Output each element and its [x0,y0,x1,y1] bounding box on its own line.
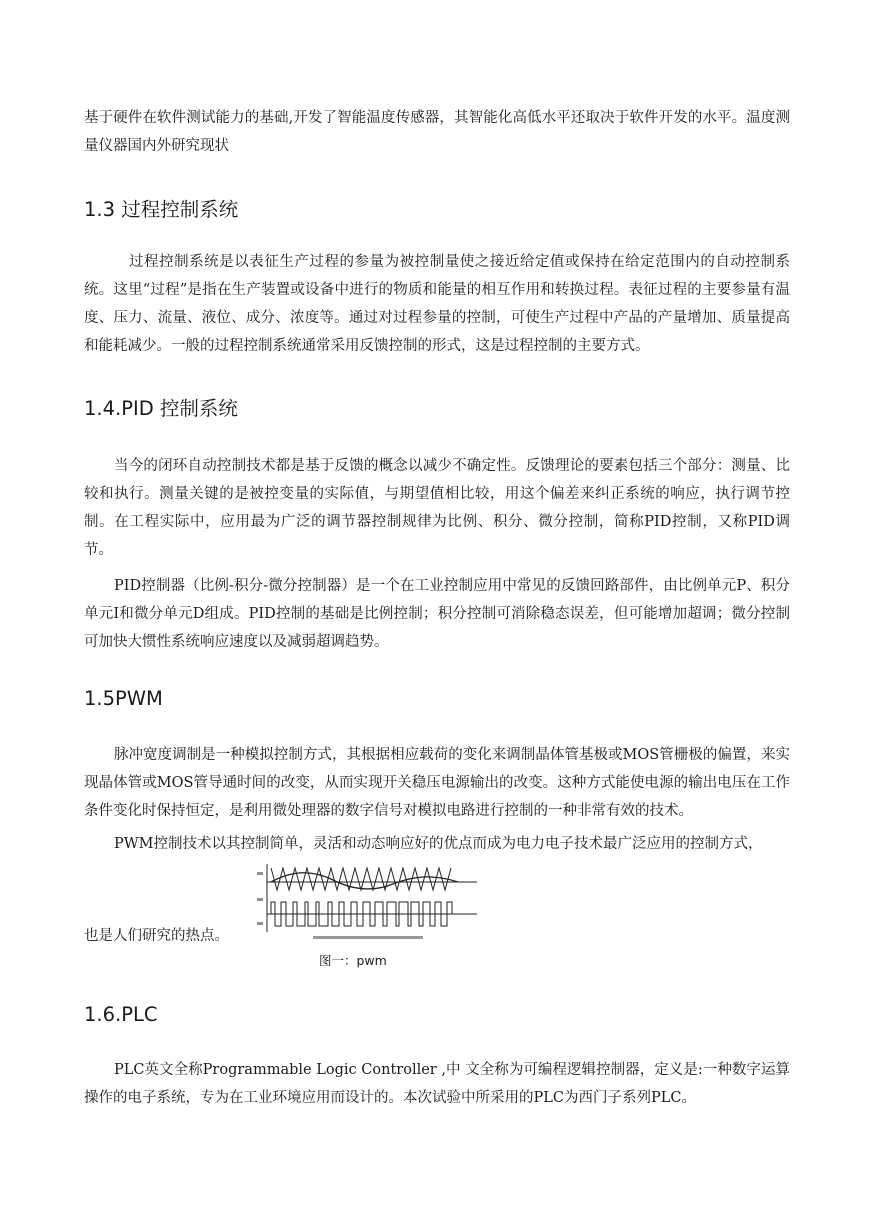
pwm-waveform-figure [253,860,481,944]
paragraph-pwm-tail: 也是人们研究的热点。 [84,928,229,944]
heading-pwm: 1.5PWM [84,687,163,710]
paragraph-pwm-modulation: 脉冲宽度调制是一种模拟控制方式，其根据相应载荷的变化来调制晶体管基极或MOS管栅极的偏置，来实现晶体管或MOS管导通时间的改变，从而实现开关稳压电源输出的改变。这种方式能使电源的输出电压在工作条件变化时保持恒定，是利用微处理器的数字信号对模拟电路进行控制的一种非常有效的技术。 [84,747,790,819]
paragraph-plc: PLC英文全称Programmable Logic Controller ,中 文全称为可编程逻辑控制器，定义是:一种数字运算操作的电子系统，专为在工业环境应用而设计的。本次试验中所采用的PLC为西门子系列PLC。 [84,1062,790,1106]
paragraph-process-control: 过程控制系统是以表征生产过程的参量为被控制量使之接近给定值或保持在给定范围内的自动控制系统。这里“过程”是指在生产装置或设备中进行的物质和能量的相互作用和转换过程。表征过程的主要参量有温度、压力、流量、液位、成分、浓度等。通过对过程参量的控制，可使生产过程中产品的产量增加、质量提高和能耗减少。一般的过程控制系统通常采用反馈控制的形式，这是过程控制的主要方式。 [84,254,790,354]
paragraph-pid-feedback: 当今的闭环自动控制技术都是基于反馈的概念以减少不确定性。反馈理论的要素包括三个部分：测量、比较和执行。测量关键的是被控变量的实际值，与期望值相比较，用这个偏差来纠正系统的响应，执行调节控制。在工程实际中，应用最为广泛的调节器控制规律为比例、积分、微分控制，简称PID控制，又称PID调节。 [84,458,790,558]
heading-pid-control: 1.4.PID 控制系统 [84,397,238,420]
heading-process-control: 1.3 过程控制系统 [84,198,239,221]
heading-plc: 1.6.PLC [84,1003,158,1026]
paragraph-pid-controller: PID控制器（比例-积分-微分控制器）是一个在工业控制应用中常见的反馈回路部件，由比例单元P、积分单元I和微分单元D组成。PID控制的基础是比例控制；积分控制可消除稳态误差，但可能增加超调；微分控制可加快大惯性系统响应速度以及减弱超调趋势。 [84,578,790,650]
figure-caption: 图一：pwm [319,953,387,968]
paragraph-temperature-sensor: 基于硬件在软件测试能力的基础,开发了智能温度传感器，其智能化高低水平还取决于软件开发的水平。温度测量仪器国内外研究现状 [84,110,790,154]
paragraph-pwm-technique: PWM控制技术以其控制简单，灵活和动态响应好的优点而成为电力电子技术最广泛应用的控制方式， [114,836,763,852]
